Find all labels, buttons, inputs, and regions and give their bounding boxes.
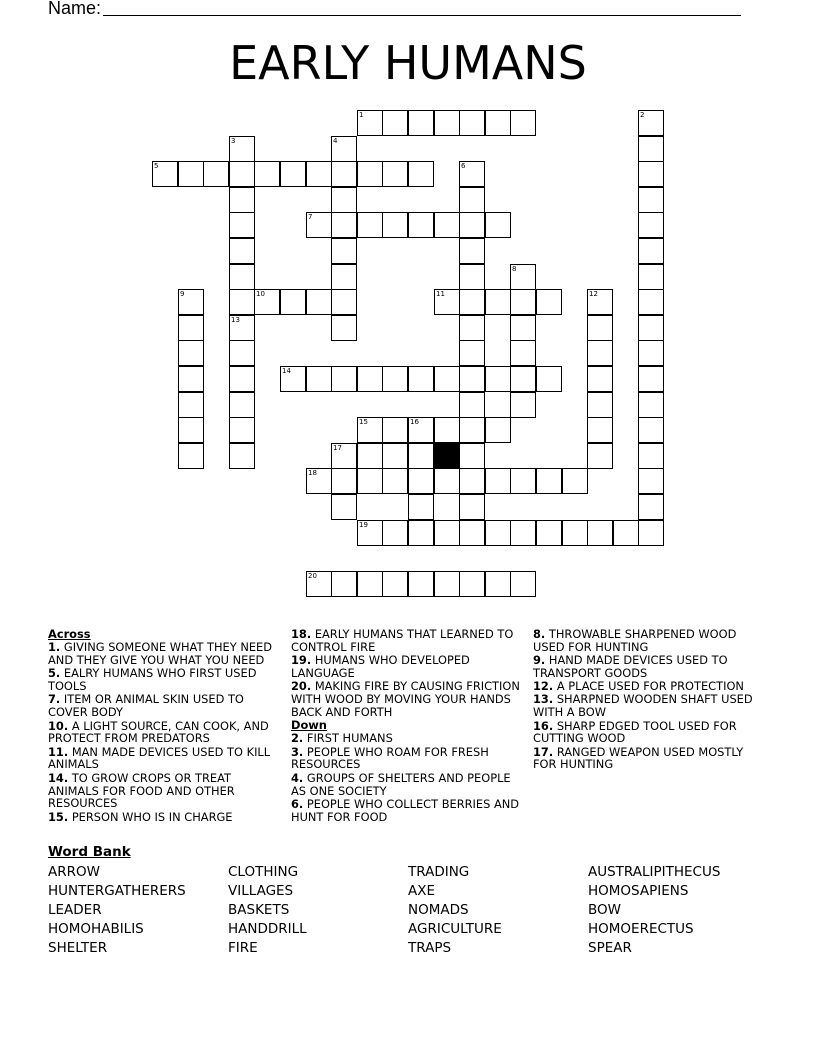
crossword-cell[interactable] bbox=[587, 315, 613, 341]
crossword-cell[interactable] bbox=[229, 366, 255, 392]
crossword-cell[interactable] bbox=[306, 366, 332, 392]
clue-down-4: 4. GROUPS OF SHELTERS AND PEOPLE AS ONE SOCIETY bbox=[291, 770, 511, 798]
crossword-cell[interactable] bbox=[408, 161, 434, 187]
crossword-cell[interactable] bbox=[434, 289, 460, 315]
crossword-cell[interactable] bbox=[434, 366, 460, 392]
clue-down-3: 3. PEOPLE WHO ROAM FOR FRESH RESOURCES bbox=[291, 744, 489, 772]
crossword-cell[interactable] bbox=[382, 366, 408, 392]
clue-down-13: 13. SHARPNED WOODEN SHAFT USED WITH A BOW bbox=[533, 692, 753, 720]
clues-column-3 bbox=[533, 628, 769, 772]
crossword-cell[interactable] bbox=[638, 238, 664, 264]
crossword-cell[interactable] bbox=[408, 571, 434, 597]
word-bank-item: HOMOERECTUS bbox=[588, 921, 694, 937]
crossword-cell[interactable] bbox=[510, 520, 536, 546]
crossword-cell[interactable] bbox=[357, 417, 383, 443]
crossword-cell[interactable] bbox=[459, 340, 485, 366]
clue-number: 20 bbox=[308, 572, 317, 580]
crossword-cell[interactable] bbox=[510, 468, 536, 494]
clue-number: 8 bbox=[512, 265, 517, 273]
page-title: EARLY HUMANS bbox=[229, 36, 587, 90]
word-bank-item: FIRE bbox=[228, 940, 258, 956]
crossword-cell[interactable] bbox=[331, 289, 357, 315]
crossword-cell[interactable] bbox=[485, 571, 511, 597]
crossword-cell[interactable] bbox=[638, 520, 664, 546]
clue-number: 5 bbox=[154, 162, 159, 170]
word-bank-item: SPEAR bbox=[588, 940, 632, 956]
crossword-cell[interactable] bbox=[536, 520, 562, 546]
crossword-cell[interactable] bbox=[638, 392, 664, 418]
crossword-cell[interactable] bbox=[357, 212, 383, 238]
crossword-cell[interactable] bbox=[459, 468, 485, 494]
crossword-cell[interactable] bbox=[587, 289, 613, 315]
crossword-cell[interactable] bbox=[178, 443, 204, 469]
crossword-cell[interactable] bbox=[178, 417, 204, 443]
crossword-cell[interactable] bbox=[229, 212, 255, 238]
crossword-cell[interactable] bbox=[638, 187, 664, 213]
clue-number: 19 bbox=[359, 521, 368, 529]
crossword-cell[interactable] bbox=[510, 392, 536, 418]
clue-down-9: 9. HAND MADE DEVICES USED TO TRANSPORT GOODS bbox=[533, 653, 728, 680]
crossword-cell[interactable] bbox=[408, 494, 434, 520]
crossword-cell[interactable] bbox=[178, 340, 204, 366]
crossword-cell[interactable] bbox=[459, 443, 485, 469]
crossword-cell[interactable] bbox=[357, 161, 383, 187]
crossword-cell[interactable] bbox=[229, 417, 255, 443]
across-header: Across bbox=[48, 627, 91, 641]
crossword-cell[interactable] bbox=[459, 366, 485, 392]
clue-across-7: 7. ITEM OR ANIMAL SKIN USED TO COVER BODY bbox=[48, 692, 244, 720]
crossword-cell[interactable] bbox=[638, 289, 664, 315]
word-bank-item: LEADER bbox=[48, 902, 102, 918]
crossword-cell[interactable] bbox=[331, 366, 357, 392]
clue-down-17: 17. RANGED WEAPON USED MOSTLY FOR HUNTING bbox=[533, 744, 744, 772]
crossword-cell[interactable] bbox=[331, 238, 357, 264]
crossword-cell[interactable] bbox=[485, 212, 511, 238]
crossword-cell[interactable] bbox=[485, 468, 511, 494]
clue-number: 13 bbox=[231, 316, 240, 324]
crossword-cell[interactable] bbox=[254, 289, 280, 315]
clue-down-16: 16. SHARP EDGED TOOL USED FOR CUTTING WOOD bbox=[533, 718, 737, 746]
crossword-cell[interactable] bbox=[229, 315, 255, 341]
word-bank-item: TRAPS bbox=[408, 940, 452, 956]
crossword-cell[interactable] bbox=[280, 289, 306, 315]
crossword-cell[interactable] bbox=[382, 417, 408, 443]
crossword-cell[interactable] bbox=[510, 264, 536, 290]
crossword-cell[interactable] bbox=[459, 571, 485, 597]
crossword-cell[interactable] bbox=[229, 238, 255, 264]
crossword-cell[interactable] bbox=[587, 340, 613, 366]
crossword-cell[interactable] bbox=[485, 110, 511, 136]
crossword-cell[interactable] bbox=[357, 571, 383, 597]
crossword-cell[interactable] bbox=[408, 110, 434, 136]
crossword-cell[interactable] bbox=[408, 468, 434, 494]
crossword-cell[interactable] bbox=[638, 212, 664, 238]
crossword-cell[interactable] bbox=[229, 187, 255, 213]
clue-number: 10 bbox=[256, 290, 265, 298]
crossword-cell[interactable] bbox=[408, 417, 434, 443]
word-bank-item: NOMADS bbox=[408, 902, 469, 918]
crossword-cell[interactable] bbox=[178, 392, 204, 418]
crossword-cell[interactable] bbox=[459, 289, 485, 315]
crossword-cell[interactable] bbox=[638, 443, 664, 469]
word-bank-item: HUNTERGATHERERS bbox=[48, 883, 186, 899]
crossword-cell[interactable] bbox=[306, 289, 332, 315]
clues-column-1 bbox=[48, 628, 280, 824]
crossword-cell[interactable] bbox=[638, 315, 664, 341]
crossword-cell[interactable] bbox=[510, 366, 536, 392]
crossword-cell[interactable] bbox=[178, 315, 204, 341]
clue-across-10: 10. A LIGHT SOURCE, CAN COOK, AND PROTECT FROM PREDATORS bbox=[48, 718, 269, 746]
crossword-cell[interactable] bbox=[459, 212, 485, 238]
crossword-cell[interactable] bbox=[229, 443, 255, 469]
crossword-cell[interactable] bbox=[459, 264, 485, 290]
clues-column-2 bbox=[291, 628, 523, 824]
crossword-cell[interactable] bbox=[510, 340, 536, 366]
crossword-cell[interactable] bbox=[638, 110, 664, 136]
name-label: Name: bbox=[48, 0, 102, 18]
crossword-cell[interactable] bbox=[459, 392, 485, 418]
crossword-cell[interactable] bbox=[638, 417, 664, 443]
crossword-cell[interactable] bbox=[510, 289, 536, 315]
crossword-cell[interactable] bbox=[434, 520, 460, 546]
clue-across-14: 14. TO GROW CROPS OR TREAT ANIMALS FOR FOOD AND OTHER RESOURCES bbox=[48, 770, 235, 811]
crossword-cell[interactable] bbox=[510, 315, 536, 341]
clue-across-15: 15. PERSON WHO IS IN CHARGE bbox=[48, 809, 233, 824]
crossword-cell[interactable] bbox=[638, 494, 664, 520]
crossword-cell[interactable] bbox=[382, 520, 408, 546]
crossword-cell[interactable] bbox=[408, 520, 434, 546]
crossword-cell[interactable] bbox=[459, 315, 485, 341]
word-bank-item: AUSTRALIPITHECUS bbox=[588, 864, 721, 880]
crossword-cell[interactable] bbox=[254, 161, 280, 187]
crossword-cell[interactable] bbox=[638, 366, 664, 392]
clue-number: 11 bbox=[436, 290, 445, 298]
crossword-cell[interactable] bbox=[203, 161, 229, 187]
word-bank-item: ARROW bbox=[48, 864, 100, 880]
crossword-cell[interactable] bbox=[357, 520, 383, 546]
word-bank-item: AXE bbox=[408, 883, 436, 899]
crossword-cell[interactable] bbox=[536, 289, 562, 315]
crossword-cell[interactable] bbox=[434, 417, 460, 443]
crossword-cell[interactable] bbox=[434, 468, 460, 494]
crossword-cell[interactable] bbox=[331, 187, 357, 213]
crossword-cell[interactable] bbox=[434, 110, 460, 136]
clue-across-20: 20. MAKING FIRE BY CAUSING FRICTION WITH WOOD BY MOVING YOUR HANDS BACK AND FORTH bbox=[291, 679, 520, 719]
clue-down-12: 12. A PLACE USED FOR PROTECTION bbox=[533, 679, 744, 694]
crossword-cell[interactable] bbox=[638, 468, 664, 494]
crossword-cell[interactable] bbox=[587, 366, 613, 392]
crossword-cell[interactable] bbox=[587, 417, 613, 443]
crossword-cell[interactable] bbox=[229, 340, 255, 366]
crossword-cell[interactable] bbox=[459, 187, 485, 213]
crossword-cell[interactable] bbox=[459, 110, 485, 136]
crossword-cell[interactable] bbox=[229, 136, 255, 162]
down-header: Down bbox=[291, 718, 327, 733]
clue-across-11: 11. MAN MADE DEVICES USED TO KILL ANIMALS bbox=[48, 744, 271, 772]
crossword-cell[interactable] bbox=[152, 161, 178, 187]
clue-number: 2 bbox=[640, 111, 645, 119]
word-bank-item: VILLAGES bbox=[228, 883, 294, 899]
crossword-cell[interactable] bbox=[357, 443, 383, 469]
blocked-cell bbox=[434, 443, 460, 469]
crossword-cell[interactable] bbox=[434, 212, 460, 238]
crossword-cell[interactable] bbox=[331, 136, 357, 162]
crossword-cell[interactable] bbox=[306, 571, 332, 597]
crossword-cell[interactable] bbox=[459, 161, 485, 187]
clue-number: 17 bbox=[333, 444, 342, 452]
crossword-cell[interactable] bbox=[331, 443, 357, 469]
clue-number: 15 bbox=[359, 418, 368, 426]
crossword-cell[interactable] bbox=[587, 520, 613, 546]
clue-number: 3 bbox=[231, 137, 236, 145]
crossword-cell[interactable] bbox=[485, 520, 511, 546]
crossword-cell[interactable] bbox=[510, 110, 536, 136]
clue-number: 18 bbox=[308, 469, 317, 477]
crossword-cell[interactable] bbox=[382, 212, 408, 238]
crossword-cell[interactable] bbox=[459, 520, 485, 546]
crossword-cell[interactable] bbox=[434, 571, 460, 597]
crossword-cell[interactable] bbox=[331, 264, 357, 290]
word-bank-item: AGRICULTURE bbox=[408, 921, 502, 937]
crossword-cell[interactable] bbox=[485, 289, 511, 315]
crossword-cell[interactable] bbox=[536, 468, 562, 494]
crossword-cell[interactable] bbox=[587, 392, 613, 418]
clue-number: 7 bbox=[308, 213, 313, 221]
word-bank-item: HOMOSAPIENS bbox=[588, 883, 689, 899]
crossword-cell[interactable] bbox=[382, 443, 408, 469]
crossword-cell[interactable] bbox=[229, 161, 255, 187]
word-bank-item: HOMOHABILIS bbox=[48, 921, 144, 937]
word-bank-item: BASKETS bbox=[228, 902, 290, 918]
word-bank-title: Word Bank bbox=[48, 844, 131, 860]
crossword-cell[interactable] bbox=[178, 289, 204, 315]
crossword-cell[interactable] bbox=[280, 366, 306, 392]
crossword-cell[interactable] bbox=[408, 212, 434, 238]
crossword-cell[interactable] bbox=[382, 161, 408, 187]
clue-number: 14 bbox=[282, 367, 291, 375]
crossword-cell[interactable] bbox=[485, 417, 511, 443]
clue-down-6: 6. PEOPLE WHO COLLECT BERRIES AND HUNT FOR FOOD bbox=[291, 796, 520, 824]
crossword-cell[interactable] bbox=[229, 289, 255, 315]
clue-number: 9 bbox=[180, 290, 185, 298]
crossword-cell[interactable] bbox=[331, 161, 357, 187]
crossword-cell[interactable] bbox=[536, 366, 562, 392]
crossword-cell[interactable] bbox=[306, 468, 332, 494]
crossword-cell[interactable] bbox=[638, 264, 664, 290]
crossword-cell[interactable] bbox=[459, 494, 485, 520]
clue-across-18: 18. EARLY HUMANS THAT LEARNED TO CONTROL FIRE bbox=[291, 627, 514, 654]
crossword-cell[interactable] bbox=[306, 161, 332, 187]
crossword-cell[interactable] bbox=[331, 315, 357, 341]
crossword-cell[interactable] bbox=[280, 161, 306, 187]
crossword-cell[interactable] bbox=[562, 468, 588, 494]
crossword-cell[interactable] bbox=[459, 417, 485, 443]
word-bank-item: HANDDRILL bbox=[228, 921, 307, 937]
clue-down-2: 2. FIRST HUMANS bbox=[291, 731, 393, 746]
crossword-cell[interactable] bbox=[408, 366, 434, 392]
crossword-cell[interactable] bbox=[331, 571, 357, 597]
crossword-cell[interactable] bbox=[459, 238, 485, 264]
crossword-cell[interactable] bbox=[510, 571, 536, 597]
clue-number: 4 bbox=[333, 137, 338, 145]
clue-down-8: 8. THROWABLE SHARPENED WOOD USED FOR HUNTING bbox=[533, 627, 737, 654]
crossword-cell[interactable] bbox=[562, 520, 588, 546]
clue-across-5: 5. EALRY HUMANS WHO FIRST USED TOOLS bbox=[48, 666, 257, 694]
crossword-cell[interactable] bbox=[382, 110, 408, 136]
crossword-cell[interactable] bbox=[306, 212, 332, 238]
crossword-cell[interactable] bbox=[178, 161, 204, 187]
crossword-cell[interactable] bbox=[638, 161, 664, 187]
clue-number: 1 bbox=[359, 111, 364, 119]
clue-number: 6 bbox=[461, 162, 466, 170]
crossword-cell[interactable] bbox=[357, 366, 383, 392]
crossword-cell[interactable] bbox=[357, 110, 383, 136]
clue-number: 16 bbox=[410, 418, 419, 426]
word-bank-item: CLOTHING bbox=[228, 864, 299, 880]
word-bank-item: TRADING bbox=[408, 864, 470, 880]
word-bank-item: BOW bbox=[588, 902, 621, 918]
crossword-cell[interactable] bbox=[485, 366, 511, 392]
crossword-cell[interactable] bbox=[178, 366, 204, 392]
clue-number: 12 bbox=[589, 290, 598, 298]
crossword-cell[interactable] bbox=[331, 212, 357, 238]
crossword-cell[interactable] bbox=[382, 468, 408, 494]
crossword-cell[interactable] bbox=[229, 264, 255, 290]
crossword-cell[interactable] bbox=[638, 136, 664, 162]
crossword-cell[interactable] bbox=[331, 468, 357, 494]
crossword-cell[interactable] bbox=[229, 392, 255, 418]
crossword-cell[interactable] bbox=[357, 468, 383, 494]
clue-across-19: 19. HUMANS WHO DEVELOPED LANGUAGE bbox=[291, 653, 470, 680]
crossword-cell[interactable] bbox=[638, 340, 664, 366]
clue-across-1: 1. GIVING SOMEONE WHAT THEY NEED AND THEY GIVE YOU WHAT YOU NEED bbox=[48, 640, 273, 668]
crossword-cell[interactable] bbox=[587, 443, 613, 469]
crossword-cell[interactable] bbox=[613, 520, 639, 546]
crossword-cell[interactable] bbox=[408, 443, 434, 469]
crossword-cell[interactable] bbox=[331, 494, 357, 520]
word-bank-item: SHELTER bbox=[48, 940, 108, 956]
crossword-cell[interactable] bbox=[382, 571, 408, 597]
